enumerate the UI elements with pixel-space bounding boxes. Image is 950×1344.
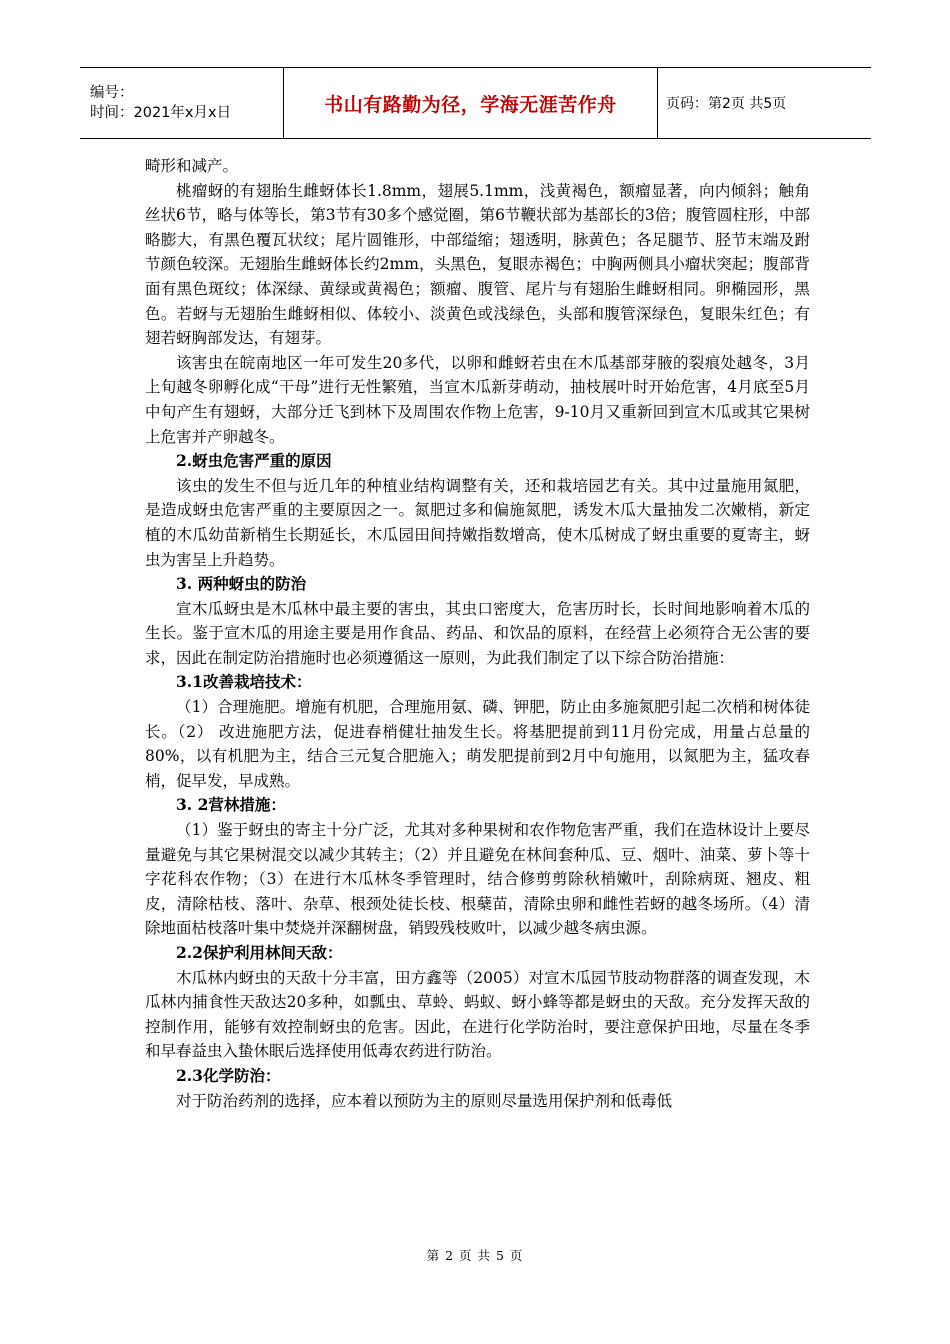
document-number-label: 编号： [90,85,134,101]
header-motto: 书山有路勤为径，学海无涯苦作舟 [324,93,617,116]
paragraph: 该虫的发生不但与近几年的种植业结构调整有关，还和栽培园艺有关。其中过量施用氮肥，是造成蚜虫危害严重的主要原因之一。氮肥过多和偏施氮肥，诱发木瓜大量抽发二次嫩梢，新定植的木瓜幼苗新梢生长期延长，木瓜园田间持嫩指数增高，使木瓜树成了蚜虫重要的夏寄主，蚜虫为害呈上升趋势。 [145,476,810,569]
paragraph: 桃瘤蚜的有翅胎生雌蚜体长1.8mm，翅展5.1mm，浅黄褐色，额瘤显著，向内倾斜；触角丝状6节，略与体等长，第3节有30多个感觉圈，第6节鞭状部为基部长的3倍；腹管圆柱形，中部略膨大，有黑色覆瓦状纹；尾片圆锥形，中部缢缩；翅透明，脉黄色；各足腿节、胫节末端及跗节颜色较深。无翅胎生雌蚜体长约2mm，头黑色，复眼赤褐色；中胸两侧具小瘤状突起；腹部背面有黑色斑纹；体深绿、黄绿或黄褐色；额瘤、腹管、尾片与有翅胎生雌蚜相同。卵椭园形，黑色。若蚜与无翅胎生雌蚜相似、体较小、淡黄色或浅绿色，头部和腹管深绿色，复眼朱红色；有翅若蚜胸部发达，有翅芽。 [145,181,810,348]
section-heading: 2.3化学防治： [176,1065,281,1085]
header-page-number: 页码：第2页 共5页 [666,96,787,112]
paragraph: （1）鉴于蚜虫的寄主十分广泛，尤其对多种果树和农作物危害严重，我们在造林设计上要尽量避免与其它果树混交以减少其转主；（2）并且避免在林间套种瓜、豆、烟叶、油菜、萝卜等十字花科农作物；（3）在进行木瓜林冬季管理时，结合修剪剪除秋梢嫩叶，刮除病斑、翘皮、粗皮，清除枯枝、落叶、杂草、根颈处徒长枝、根蘖苗，清除虫卵和雌性若蚜的越冬场所。（4）清除地面枯枝落叶集中焚烧并深翻树盘，销毁残枝败叶，以减少越冬病虫源。 [145,821,810,938]
paragraph: 宣木瓜蚜虫是木瓜林中最主要的害虫，其虫口密度大，危害历时长，长时间地影响着木瓜的生长。鉴于宣木瓜的用途主要是用作食品、药品、和饮品的原料，在经营上必须符合无公害的要求，因此在制定防治措施时也必须遵循这一原则，为此我们制定了以下综合防治措施： [145,599,810,667]
section-heading: 3. 两种蚜虫的防治 [176,574,307,594]
paragraph: 畸形和减产。 [145,157,239,175]
document-date-label: 时间：2021年x月x日 [90,105,232,121]
paragraph: （1）合理施肥。增施有机肥，合理施用氨、磷、钾肥，防止由多施氮肥引起二次梢和树体徒长。（2） 改进施肥方法，促进春梢健壮抽发生长。将基肥提前到11月份完成，用量占总量的80%，以有机肥为主，结合三元复合肥施入；萌发肥提前到2月中旬施用，以氮肥为主，猛攻春梢，促早发，早成熟。 [145,698,810,790]
paragraph: 该害虫在皖南地区一年可发生20多代，以卵和雌蚜若虫在木瓜基部芽腋的裂痕处越冬，3月上旬越冬卵孵化成“干母”进行无性繁殖，当宣木瓜新芽萌动，抽枝展叶时开始危害，4月底至5月中旬产生有翅蚜，大部分迁飞到林下及周围农作物上危害，9-10月又重新回到宣木瓜或其它果树上危害并产卵越冬。 [145,353,810,446]
header-page-cell [658,68,871,138]
document-body [145,154,810,1113]
page-header [80,67,871,139]
paragraph: 对于防治药剂的选择，应本着以预防为主的原则尽量选用保护剂和低毒低 [176,1091,673,1110]
section-heading: 2.2保护利用林间天敌： [176,943,343,962]
page-footer: 第 2 页 共 5 页 [426,1248,524,1263]
header-motto-cell [284,68,658,138]
paragraph: 木瓜林内蚜虫的天敌十分丰富，田方鑫等（2005）对宣木瓜园节肢动物群落的调查发现，木瓜林内捕食性天敌达20多种，如瓢虫、草蛉、蚂蚁、蚜小蜂等都是蚜虫的天敌。充分发挥天敌的控制作用，能够有效控制蚜虫的危害。因此，在进行化学防治时，要注意保护田地，尽量在冬季和早春益虫入蛰休眠后选择使用低毒农药进行防治。 [145,968,810,1061]
section-heading: 3. 2营林措施： [176,795,286,815]
section-heading: 2.蚜虫危害严重的原因 [176,451,332,471]
header-meta [80,68,284,138]
section-heading: 3.1改善栽培技术： [176,672,312,692]
